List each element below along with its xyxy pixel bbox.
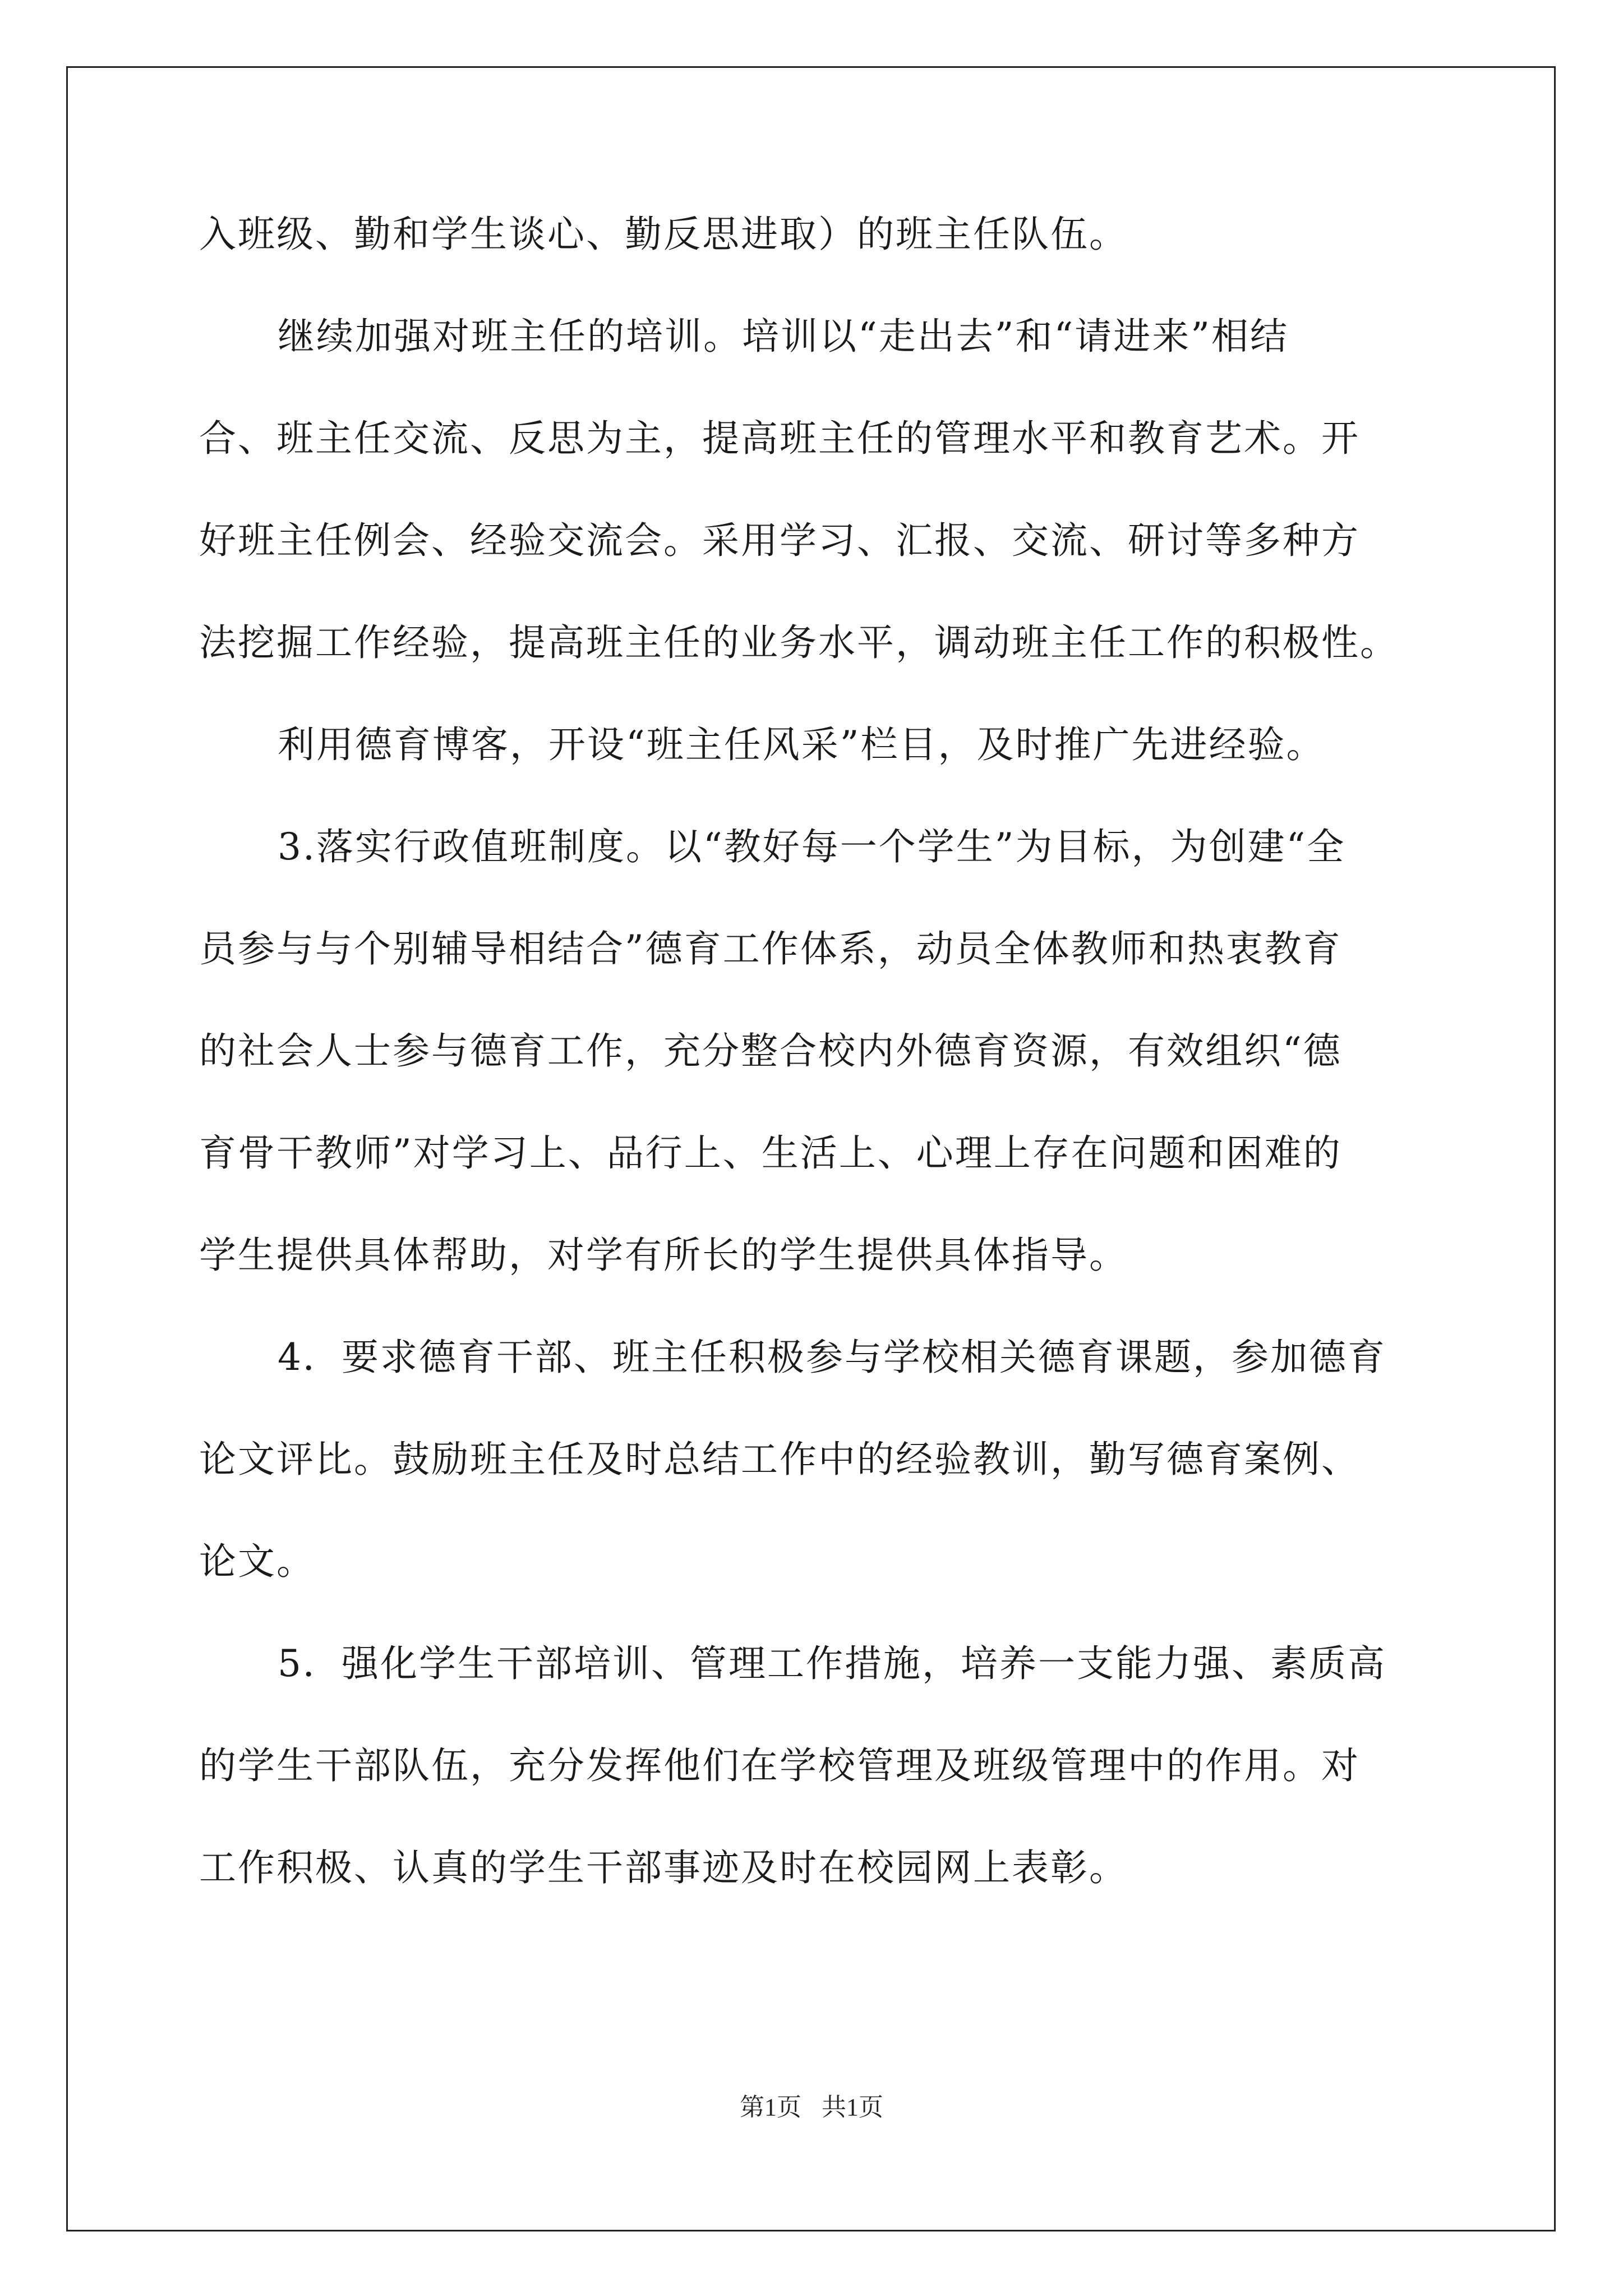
text-line: 5．强化学生干部培训、管理工作措施，培养一支能力强、素质高 xyxy=(278,1642,1386,1685)
page-total: 共1页 xyxy=(822,2093,883,2121)
text-line: 学生提供具体帮助，对学有所长的学生提供具体指导。 xyxy=(199,1234,1128,1277)
text-line: 利用德育博客，开设“班主任风采”栏目，及时推广先进经验。 xyxy=(278,723,1325,766)
text-line: 法挖掘工作经验，提高班主任的业务水平，调动班主任工作的积极性。 xyxy=(199,621,1399,664)
text-line: 育骨干教师”对学习上、品行上、生活上、心理上存在问题和困难的 xyxy=(199,1131,1342,1175)
text-line: 论文。 xyxy=(199,1540,315,1583)
text-line: 的社会人士参与德育工作，充分整合校内外德育资源，有效组织“德 xyxy=(199,1029,1342,1073)
page-number: 第1页 xyxy=(740,2093,801,2121)
text-line: 4．要求德育干部、班主任积极参与学校相关德育课题，参加德育 xyxy=(278,1336,1386,1379)
text-line: 好班主任例会、经验交流会。采用学习、汇报、交流、研讨等多种方 xyxy=(199,519,1360,562)
text-line: 继续加强对班主任的培训。培训以“走出去”和“请进来”相结 xyxy=(278,315,1289,358)
document-body xyxy=(199,206,1427,1942)
text-line: 论文评比。鼓励班主任及时总结工作中的经验教训，勤写德育案例、 xyxy=(199,1438,1360,1481)
text-line: 3.落实行政值班制度。以“教好每一个学生”为目标，为创建“全 xyxy=(278,825,1346,868)
text-line: 工作积极、认真的学生干部事迹及时在校园网上表彰。 xyxy=(199,1846,1128,1889)
text-line: 入班级、勤和学生谈心、勤反思进取）的班主任队伍。 xyxy=(199,213,1128,256)
text-line: 合、班主任交流、反思为主，提高班主任的管理水平和教育艺术。开 xyxy=(199,417,1360,460)
text-line: 的学生干部队伍，充分发挥他们在学校管理及班级管理中的作用。对 xyxy=(199,1744,1360,1787)
page-footer xyxy=(0,2091,1623,2124)
text-line: 员参与与个别辅导相结合”德育工作体系，动员全体教师和热衷教育 xyxy=(199,927,1342,970)
